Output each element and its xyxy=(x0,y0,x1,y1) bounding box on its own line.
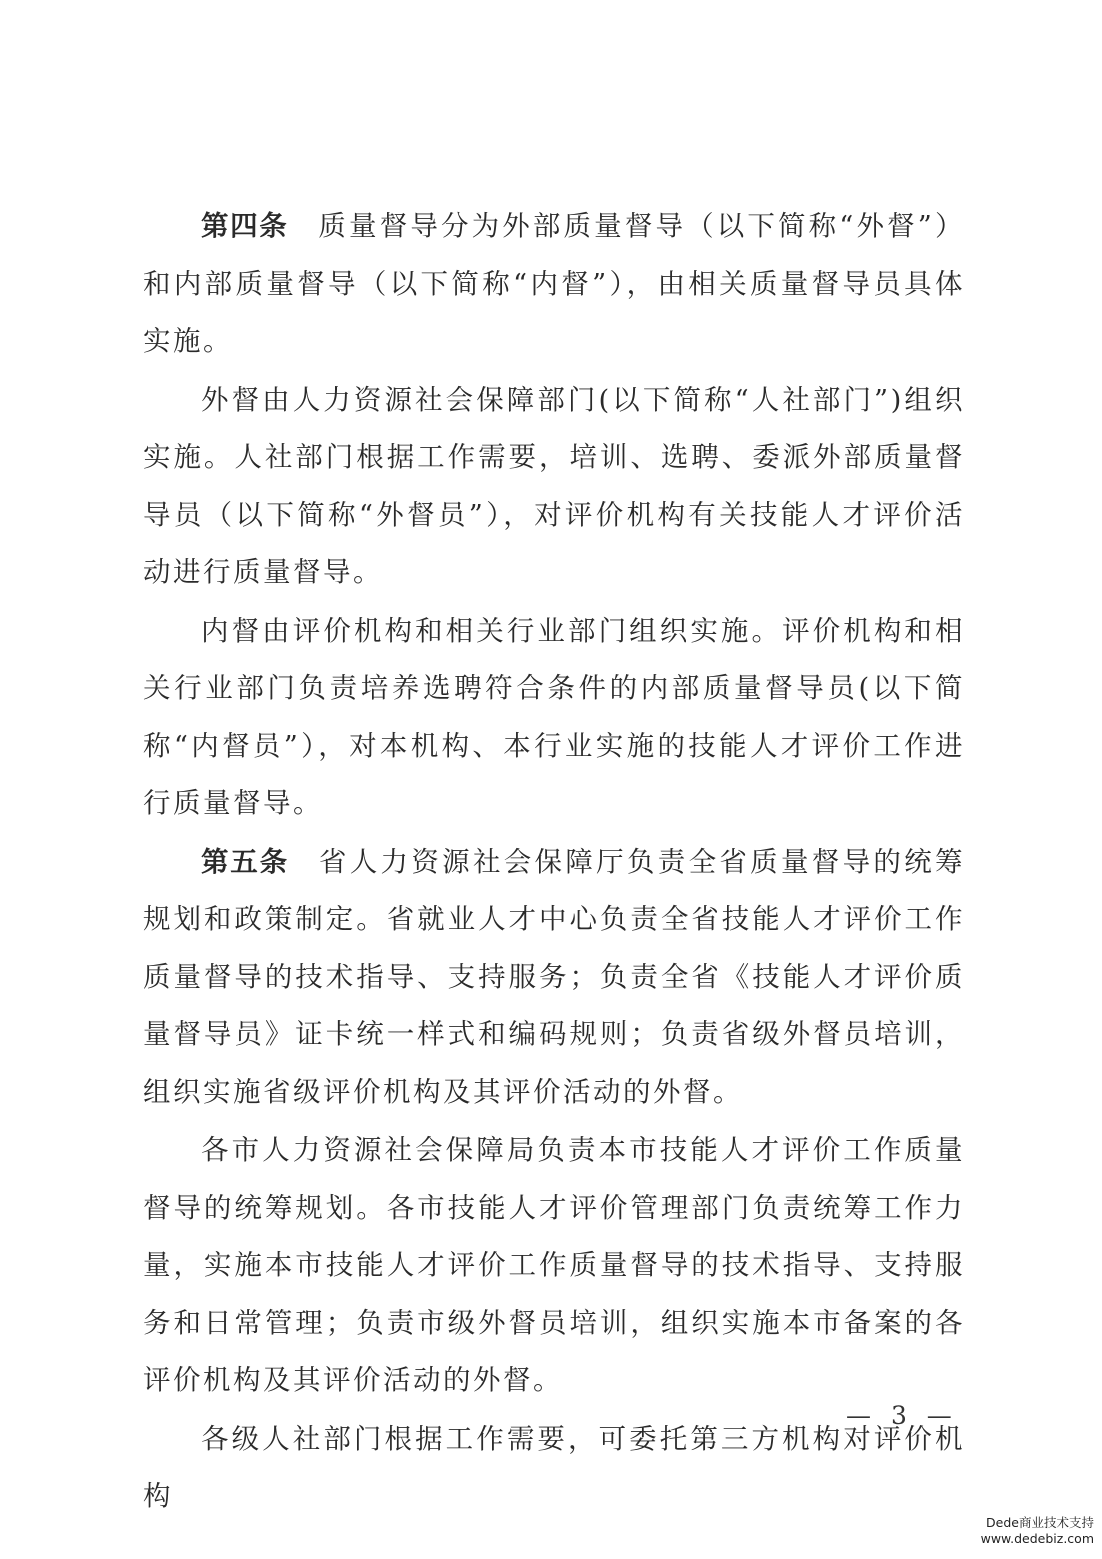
article-number: 第五条 xyxy=(201,845,289,878)
page-number: — 3 — xyxy=(846,1401,958,1430)
paragraph-internal-supervision xyxy=(143,603,965,833)
paragraph-text: 内督由评价机构和相关行业部门组织实施。评价机构和相关行业部门负责培养选聘符合条件的内部质量督导员(以下简称“内督员”），对本机构、本行业实施的技能人才评价工作进行质量督导。 xyxy=(143,614,965,819)
paragraph-text: 各市人力资源社会保障局负责本市技能人才评价工作质量督导的统筹规划。各市技能人才评价管理部门负责统筹工作力量，实施本市技能人才评价工作质量督导的技术指导、支持服务和日常管理；负责市级外督员培训，组织实施本市备案的各评价机构及其评价活动的外督。 xyxy=(143,1134,965,1396)
watermark-line: Dede商业技术支持 xyxy=(986,1515,1094,1530)
paragraph-text: 质量督导分为外部质量督导（以下简称“外督”）和内部质量督导（以下简称“内督”），由相关质量督导员具体实施。 xyxy=(143,210,965,357)
paragraph-city-bureau xyxy=(143,1122,965,1410)
watermark-url: www.dedebiz.com xyxy=(980,1531,1094,1546)
watermark xyxy=(981,1515,1094,1547)
paragraph-article-4 xyxy=(143,198,965,371)
paragraph-text: 省人力资源社会保障厅负责全省质量督导的统筹规划和政策制定。省就业人才中心负责全省技能人才评价工作质量督导的技术指导、支持服务；负责全省《技能人才评价质量督导员》证卡统一样式和编码规则；负责省级外督员培训，组织实施省级评价机构及其评价活动的外督。 xyxy=(143,845,966,1108)
paragraph-text: 外督由人力资源社会保障部门(以下简称“人社部门”)组织实施。人社部门根据工作需要，培训、选聘、委派外部质量督导员（以下简称“外督员”），对评价机构有关技能人才评价活动进行质量督导。 xyxy=(143,383,965,588)
article-number: 第四条 xyxy=(201,210,289,242)
paragraph-text: 各级人社部门根据工作需要，可委托第三方机构对评价机构 xyxy=(143,1422,965,1512)
document-body xyxy=(143,198,965,1527)
paragraph-third-party xyxy=(143,1411,965,1526)
paragraph-external-supervision xyxy=(143,372,965,602)
paragraph-article-5 xyxy=(143,834,965,1122)
